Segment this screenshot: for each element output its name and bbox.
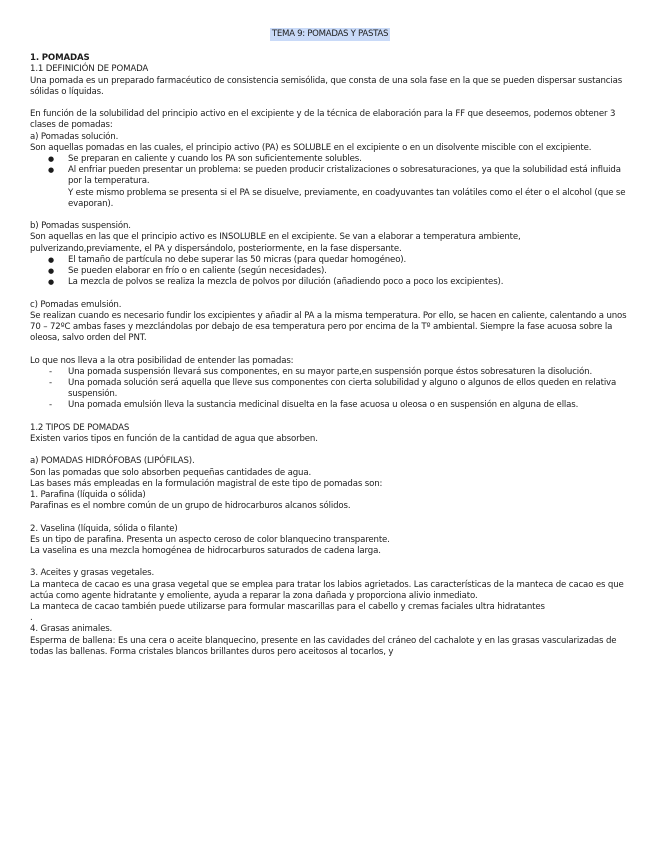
aceites-paragraph-2: La manteca de cacao también puede utilizarse para formular mascarillas para el cabello y cremas faciales ultra hidratantes [30, 602, 545, 613]
vaselina-heading: 2. Vaselina (líquida, sólida o filante) [30, 523, 178, 534]
tipos-intro-paragraph: Existen varios tipos en función de la cantidad de agua que absorben. [30, 434, 318, 445]
type-c-paragraph: Se realizan cuando es necesario fundir los excipientes y añadir al PA a la misma temperatura. Por ello, se hacen en caliente, calentando a unos 70 – 72ºC ambas fases y mezclándolas por debajo de esa temperatura pero por encima de la Tº ambiental. Siempre la fase acuosa sobre la oleosa, salvo orden del PNT. [30, 310, 627, 344]
list-item: - Una pomada emulsión lleva la sustancia medicinal disuelta en la fase acuosa u oleosa o en suspensión en alguna de ellas. [30, 400, 630, 411]
aceites-paragraph-1: La manteca de cacao es una grasa vegetal que se emplea para tratar los labios agrietados. Las características de la manteca de cacao es que actúa como agente hidratante y emoliente, ayuda a reparar la zona dañada y proporciona alivio inmediato. [30, 579, 624, 601]
list-item: ● El tamaño de partícula no debe superar las 50 micras (para quedar homogéneo). [30, 255, 630, 266]
spacer [30, 344, 630, 355]
parafina-heading: 1. Parafina (líquida o sólida) [30, 490, 146, 501]
spacer [30, 412, 630, 423]
definition-paragraph: Una pomada es un preparado farmacéutico de consistencia semisólida, que consta de una sola fase en la que se pueden dispersar sustancias sólidas o líquidas. [30, 75, 623, 97]
hidrofobas-heading: a) POMADAS HIDRÓFOBAS (LIPÓFILAS). [30, 456, 195, 467]
grasas-animales-heading: 4. Grasas animales. [30, 624, 113, 635]
spacer [30, 512, 630, 523]
list-item: ● La mezcla de polvos se realiza la mezcla de polvos por dilución (añadiendo poco a poco los excipientes). [30, 277, 630, 288]
vaselina-line-2: La vaselina es una mezcla homogénea de hidrocarburos saturados de cadena larga. [30, 546, 381, 557]
vaselina-line-1: Es un tipo de parafina. Presenta un aspecto ceroso de color blanquecino transparente. [30, 534, 390, 545]
type-a-heading: a) Pomadas solución. [30, 131, 119, 142]
list-item: ● Se pueden elaborar en frío o en caliente (según necesidades). [30, 266, 630, 277]
type-b-bullet-list [30, 255, 630, 289]
stray-period: . [30, 613, 33, 624]
spacer [30, 98, 630, 109]
document-title: TEMA 9: POMADAS Y PASTAS [270, 28, 390, 41]
classes-intro-paragraph: En función de la solubilidad del principio activo en el excipiente y de la técnica de elaboración para la FF que deseemos, podemos obtener 3 clases de pomadas: [30, 109, 616, 131]
spacer [30, 445, 630, 456]
list-item: ● Se preparan en caliente y cuando los PA son suficientemente solubles. [30, 154, 630, 165]
title-row [30, 28, 630, 41]
type-b-heading: b) Pomadas suspensión. [30, 221, 131, 232]
spacer [30, 288, 630, 299]
document-body [30, 28, 630, 658]
other-possibility-intro: Lo que nos lleva a la otra posibilidad de entender las pomadas: [30, 355, 294, 366]
pomada-dash-list [30, 367, 630, 412]
aceites-heading: 3. Aceites y grasas vegetales. [30, 568, 155, 579]
list-item: - Una pomada solución será aquella que lleve sus componentes con cierta solubilidad y alguno o algunos de ellos queden en relativa suspensión. [30, 378, 630, 400]
type-a-bullet-list [30, 154, 630, 188]
list-item: - Una pomada suspensión llevará sus componentes, en su mayor parte,en suspensión porque éstos sobresaturen la disolución. [30, 367, 630, 378]
list-item: ● Al enfriar pueden presentar un problema: se pueden producir cristalizaciones o sobresaturaciones, ya que la solubilidad está influida por la temperatura. [30, 165, 630, 187]
spacer [30, 557, 630, 568]
spacer [30, 210, 630, 221]
hidrofobas-line-2: Las bases más empleadas en la formulación magistral de este tipo de pomadas son: [30, 478, 383, 489]
subsection-heading-tipos: 1.2 TIPOS DE POMADAS [30, 422, 130, 433]
type-c-heading: c) Pomadas emulsión. [30, 299, 122, 310]
type-b-paragraph: Son aquellas en las que el principio activo es INSOLUBLE en el excipiente. Se van a elaborar a temperatura ambiente, pulverizando,previamente, el PA y dispersándolo, posteriormente, en la fase dispersante. [30, 232, 521, 254]
grasas-animales-paragraph: Esperma de ballena: Es una cera o aceite blanquecino, presente en las cavidades del cráneo del cachalote y en las grasas vascularizadas de todas las ballenas. Forma cristales blancos brillantes duros pero aceitosos al tocarlos, y [30, 635, 617, 657]
hidrofobas-line-1: Son las pomadas que solo absorben pequeñas cantidades de agua. [30, 467, 312, 478]
type-a-paragraph: Son aquellas pomadas en las cuales, el principio activo (PA) es SOLUBLE en el excipiente o en un disolvente miscible con el excipiente. [30, 142, 592, 153]
subsection-heading-definicion: 1.1 DEFINICIÓN DE POMADA [30, 64, 149, 75]
section-heading-pomadas: 1. POMADAS [30, 53, 90, 64]
parafina-paragraph: Parafinas es el nombre común de un grupo de hidrocarburos alcanos sólidos. [30, 501, 351, 512]
type-a-bullet-continuation: Y este mismo problema se presenta si el PA se disuelve, previamente, en coadyuvantes tan volátiles como el éter o el alcohol (que se evaporan). [68, 187, 626, 209]
